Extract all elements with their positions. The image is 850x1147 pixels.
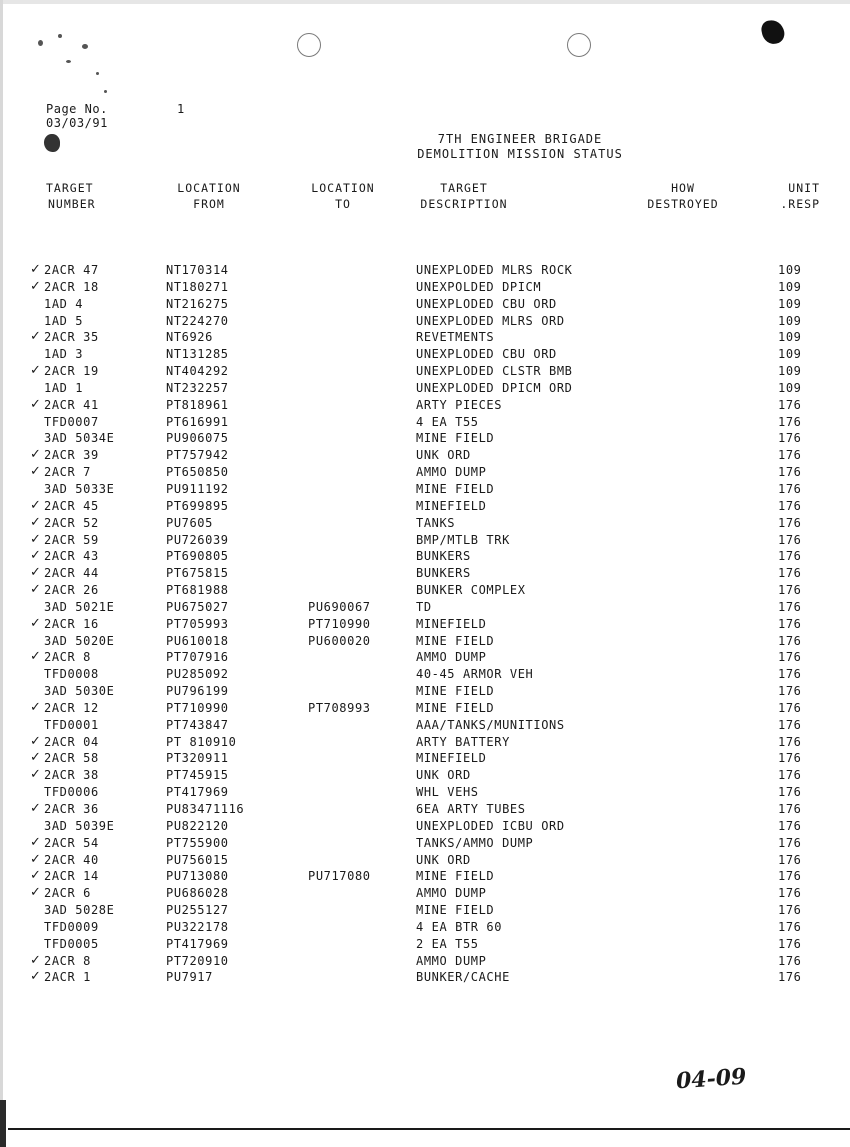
target-number: 2ACR 41 bbox=[44, 397, 99, 412]
target-number: 1AD 5 bbox=[44, 313, 84, 328]
target-description: MINE FIELD bbox=[416, 903, 495, 918]
unit-resp: 176 bbox=[778, 835, 802, 850]
location-from: NT170314 bbox=[166, 263, 229, 277]
unit-resp: 109 bbox=[778, 296, 802, 311]
target-number: 2ACR 44 bbox=[44, 566, 99, 581]
location-from: PT705993 bbox=[166, 616, 229, 631]
table-row bbox=[0, 868, 850, 885]
target-description: MINE FIELD bbox=[416, 481, 495, 496]
unit-resp: 176 bbox=[778, 785, 802, 800]
target-description: UNEXPLODED MLRS ORD bbox=[416, 313, 565, 328]
table-row bbox=[0, 666, 850, 683]
target-description: TANKS/AMMO DUMP bbox=[416, 835, 534, 850]
location-from: PU322178 bbox=[166, 919, 229, 934]
location-from: PT675815 bbox=[166, 566, 229, 581]
ink-blot-icon bbox=[760, 18, 787, 46]
target-number: TFD0008 bbox=[44, 667, 99, 682]
target-description: UNEXPLODED MLRS ROCK bbox=[416, 263, 573, 277]
location-from: NT232257 bbox=[166, 380, 229, 395]
unit-resp: 176 bbox=[778, 616, 802, 631]
target-number: 3AD 5030E bbox=[44, 684, 115, 699]
target-description: BMP/MTLB TRK bbox=[416, 532, 510, 547]
unit-resp: 176 bbox=[778, 953, 802, 968]
report-title: DEMOLITION MISSION STATUS bbox=[417, 147, 623, 161]
target-description: TANKS bbox=[416, 515, 456, 530]
target-description: BUNKERS bbox=[416, 549, 471, 564]
page-label: Page No. bbox=[46, 102, 108, 116]
checkmark-icon: ✓ bbox=[30, 952, 42, 968]
target-number: 2ACR 16 bbox=[44, 616, 99, 631]
location-from: NT216275 bbox=[166, 296, 229, 311]
checkmark-icon: ✓ bbox=[30, 699, 42, 715]
speckle bbox=[104, 90, 107, 93]
table-row bbox=[0, 835, 850, 852]
location-from: PT320911 bbox=[166, 751, 229, 766]
unit-resp: 176 bbox=[778, 650, 802, 665]
location-from: PU756015 bbox=[166, 852, 229, 867]
table-row bbox=[0, 548, 850, 565]
target-number: 2ACR 12 bbox=[44, 700, 99, 715]
target-description: MINEFIELD bbox=[416, 616, 487, 631]
target-number: 3AD 5028E bbox=[44, 903, 115, 918]
unit-resp: 176 bbox=[778, 566, 802, 581]
location-to: PT710990 bbox=[308, 616, 371, 631]
target-description: BUNKER/CACHE bbox=[416, 970, 510, 985]
target-number: 2ACR 36 bbox=[44, 802, 99, 816]
target-number: 2ACR 8 bbox=[44, 953, 91, 968]
target-description: AMMO DUMP bbox=[416, 953, 487, 968]
unit-resp: 176 bbox=[778, 852, 802, 867]
target-description: AMMO DUMP bbox=[416, 886, 487, 901]
col-header-unit-resp: UNIT .RESP bbox=[780, 181, 820, 211]
speckle bbox=[66, 60, 71, 63]
unit-resp: 176 bbox=[778, 549, 802, 564]
speckle bbox=[38, 40, 43, 46]
target-number: 2ACR 47 bbox=[44, 263, 99, 277]
checkmark-icon: ✓ bbox=[30, 548, 42, 564]
table-row bbox=[0, 481, 850, 498]
scan-edge-bottom-left bbox=[0, 1100, 6, 1147]
table-row bbox=[0, 818, 850, 835]
unit-resp: 109 bbox=[778, 364, 802, 379]
unit-resp: 176 bbox=[778, 919, 802, 934]
checkmark-icon: ✓ bbox=[30, 885, 42, 901]
target-description: BUNKERS bbox=[416, 566, 471, 581]
table-row bbox=[0, 633, 850, 650]
target-description: ARTY BATTERY bbox=[416, 734, 510, 749]
location-from: NT224270 bbox=[166, 313, 229, 328]
checkmark-icon: ✓ bbox=[30, 767, 42, 783]
scan-edge-top bbox=[0, 0, 850, 4]
checkmark-icon: ✓ bbox=[30, 363, 42, 379]
unit-resp: 176 bbox=[778, 465, 802, 480]
checkmark-icon: ✓ bbox=[30, 447, 42, 463]
unit-resp: 176 bbox=[778, 717, 802, 732]
target-description: REVETMENTS bbox=[416, 330, 495, 345]
location-from: NT180271 bbox=[166, 279, 229, 294]
target-description: 2 EA T55 bbox=[416, 936, 479, 951]
unit-resp: 109 bbox=[778, 313, 802, 328]
unit-resp: 109 bbox=[778, 380, 802, 395]
unit-resp: 176 bbox=[778, 936, 802, 951]
target-number: 2ACR 40 bbox=[44, 852, 99, 867]
location-from: PT650850 bbox=[166, 465, 229, 480]
target-number: 2ACR 45 bbox=[44, 498, 99, 513]
unit-resp: 176 bbox=[778, 583, 802, 598]
table-row bbox=[0, 852, 850, 869]
table-row bbox=[0, 464, 850, 481]
location-to: PU717080 bbox=[308, 869, 371, 884]
target-number: 2ACR 38 bbox=[44, 768, 99, 783]
target-description: MINEFIELD bbox=[416, 751, 487, 766]
location-from: PT 810910 bbox=[166, 734, 237, 749]
table-row bbox=[0, 936, 850, 953]
table-row bbox=[0, 599, 850, 616]
page-number: 1 bbox=[177, 102, 185, 116]
col-header-target-description: TARGET DESCRIPTION bbox=[420, 181, 508, 211]
checkmark-icon: ✓ bbox=[30, 497, 42, 513]
target-description: 4 EA BTR 60 bbox=[416, 919, 503, 934]
target-number: TFD0006 bbox=[44, 785, 99, 800]
target-number: 2ACR 14 bbox=[44, 869, 99, 884]
unit-resp: 176 bbox=[778, 886, 802, 901]
table-row bbox=[0, 953, 850, 970]
target-number: 3AD 5021E bbox=[44, 599, 115, 614]
location-from: PU686028 bbox=[166, 886, 229, 901]
location-from: PT616991 bbox=[166, 414, 229, 429]
target-description: UNEXPLODED CBU ORD bbox=[416, 296, 557, 311]
table-row bbox=[0, 902, 850, 919]
table-row bbox=[0, 532, 850, 549]
checkmark-icon: ✓ bbox=[30, 396, 42, 412]
target-description: UNEXPOLDED DPICM bbox=[416, 279, 542, 294]
table-row bbox=[0, 717, 850, 734]
table-row bbox=[0, 734, 850, 751]
location-from: PT743847 bbox=[166, 717, 229, 732]
target-number: 2ACR 1 bbox=[44, 970, 91, 985]
location-from: PU675027 bbox=[166, 599, 229, 614]
unit-resp: 176 bbox=[778, 599, 802, 614]
target-description: UNEXPLODED CLSTR BMB bbox=[416, 364, 573, 379]
table-row bbox=[0, 565, 850, 582]
location-from: PT757942 bbox=[166, 448, 229, 463]
org-title: 7TH ENGINEER BRIGADE bbox=[437, 132, 603, 146]
unit-resp: 176 bbox=[778, 734, 802, 749]
target-description: MINEFIELD bbox=[416, 498, 487, 513]
table-row bbox=[0, 515, 850, 532]
location-from: PT707916 bbox=[166, 650, 229, 665]
target-number: 2ACR 59 bbox=[44, 532, 99, 547]
checkmark-icon: ✓ bbox=[30, 464, 42, 480]
location-from: PT417969 bbox=[166, 936, 229, 951]
checkmark-icon: ✓ bbox=[30, 278, 42, 294]
table-row bbox=[0, 346, 850, 363]
target-number: 2ACR 26 bbox=[44, 583, 99, 598]
location-from: NT131285 bbox=[166, 347, 229, 362]
target-number: 2ACR 43 bbox=[44, 549, 99, 564]
unit-resp: 176 bbox=[778, 700, 802, 715]
target-description: MINE FIELD bbox=[416, 700, 495, 715]
target-number: 2ACR 8 bbox=[44, 650, 91, 665]
speckle bbox=[82, 44, 88, 49]
location-to: PT708993 bbox=[308, 700, 371, 715]
table-row bbox=[0, 296, 850, 313]
unit-resp: 176 bbox=[778, 498, 802, 513]
table-row bbox=[0, 919, 850, 936]
location-to: PU600020 bbox=[308, 633, 371, 648]
table-row bbox=[0, 784, 850, 801]
target-number: 2ACR 58 bbox=[44, 751, 99, 766]
checkmark-icon: ✓ bbox=[30, 531, 42, 547]
target-description: 6EA ARTY TUBES bbox=[416, 802, 526, 816]
table-row bbox=[0, 767, 850, 784]
table-row bbox=[0, 649, 850, 666]
checkmark-icon: ✓ bbox=[30, 329, 42, 345]
table-row bbox=[0, 430, 850, 447]
unit-resp: 176 bbox=[778, 515, 802, 530]
table-row bbox=[0, 397, 850, 414]
location-from: PT681988 bbox=[166, 583, 229, 598]
target-number: TFD0005 bbox=[44, 936, 99, 951]
target-description: MINE FIELD bbox=[416, 633, 495, 648]
col-header-how-destroyed: HOW DESTROYED bbox=[647, 181, 719, 211]
table-row bbox=[0, 447, 850, 464]
target-number: 2ACR 39 bbox=[44, 448, 99, 463]
target-description: ARTY PIECES bbox=[416, 397, 503, 412]
table-row bbox=[0, 279, 850, 296]
unit-resp: 176 bbox=[778, 802, 802, 816]
checkmark-icon: ✓ bbox=[30, 851, 42, 867]
table-row bbox=[0, 262, 850, 279]
target-description: AMMO DUMP bbox=[416, 650, 487, 665]
col-header-location-from: LOCATION FROM bbox=[177, 181, 241, 211]
target-description: UNEXPLODED DPICM ORD bbox=[416, 380, 573, 395]
table-row bbox=[0, 616, 850, 633]
checkmark-icon: ✓ bbox=[30, 514, 42, 530]
location-from: PU7917 bbox=[166, 970, 213, 985]
location-from: NT6926 bbox=[166, 330, 213, 345]
target-number: 2ACR 04 bbox=[44, 734, 99, 749]
location-from: PU796199 bbox=[166, 684, 229, 699]
unit-resp: 109 bbox=[778, 347, 802, 362]
location-from: PU911192 bbox=[166, 481, 229, 496]
location-from: PU285092 bbox=[166, 667, 229, 682]
table-row bbox=[0, 329, 850, 346]
checkmark-icon: ✓ bbox=[30, 969, 42, 985]
target-description: TD bbox=[416, 599, 432, 614]
target-number: 1AD 4 bbox=[44, 296, 84, 311]
table-row bbox=[0, 700, 850, 717]
unit-resp: 176 bbox=[778, 768, 802, 783]
location-from: PU7605 bbox=[166, 515, 213, 530]
target-number: 2ACR 54 bbox=[44, 835, 99, 850]
location-from: PU610018 bbox=[166, 633, 229, 648]
unit-resp: 176 bbox=[778, 633, 802, 648]
checkmark-icon: ✓ bbox=[30, 262, 42, 277]
location-from: PU713080 bbox=[166, 869, 229, 884]
target-number: 2ACR 6 bbox=[44, 886, 91, 901]
page-bottom-rule bbox=[8, 1128, 850, 1130]
target-description: UNEXPLODED CBU ORD bbox=[416, 347, 557, 362]
location-from: PT690805 bbox=[166, 549, 229, 564]
unit-resp: 176 bbox=[778, 818, 802, 833]
checkmark-icon: ✓ bbox=[30, 834, 42, 850]
unit-resp: 109 bbox=[778, 263, 802, 277]
location-from: PU255127 bbox=[166, 903, 229, 918]
location-from: PU906075 bbox=[166, 431, 229, 446]
checkmark-icon: ✓ bbox=[30, 615, 42, 631]
target-number: TFD0007 bbox=[44, 414, 99, 429]
target-number: 2ACR 52 bbox=[44, 515, 99, 530]
target-description: BUNKER COMPLEX bbox=[416, 583, 526, 598]
checkmark-icon: ✓ bbox=[30, 582, 42, 598]
target-description: 4 EA T55 bbox=[416, 414, 479, 429]
checkmark-icon: ✓ bbox=[30, 801, 42, 816]
table-row bbox=[0, 750, 850, 767]
target-description: UNK ORD bbox=[416, 768, 471, 783]
target-number: 3AD 5034E bbox=[44, 431, 115, 446]
target-number: 3AD 5033E bbox=[44, 481, 115, 496]
target-number: TFD0001 bbox=[44, 717, 99, 732]
table-row bbox=[0, 498, 850, 515]
table-row bbox=[0, 885, 850, 902]
report-date: 03/03/91 bbox=[46, 116, 108, 130]
target-number: 2ACR 7 bbox=[44, 465, 91, 480]
table-row bbox=[0, 313, 850, 330]
unit-resp: 176 bbox=[778, 448, 802, 463]
col-header-target-number: TARGET NUMBER bbox=[46, 181, 96, 211]
table-row bbox=[0, 414, 850, 431]
table-row bbox=[0, 363, 850, 380]
checkmark-icon: ✓ bbox=[30, 733, 42, 749]
target-description: MINE FIELD bbox=[416, 431, 495, 446]
table-row bbox=[0, 969, 850, 986]
unit-resp: 176 bbox=[778, 903, 802, 918]
target-description: UNEXPLODED ICBU ORD bbox=[416, 818, 565, 833]
unit-resp: 176 bbox=[778, 414, 802, 429]
table-row bbox=[0, 380, 850, 397]
table-row bbox=[0, 801, 850, 818]
location-from: PU83471116 bbox=[166, 802, 245, 816]
unit-resp: 176 bbox=[778, 667, 802, 682]
unit-resp: 176 bbox=[778, 869, 802, 884]
unit-resp: 109 bbox=[778, 279, 802, 294]
table-row bbox=[0, 683, 850, 700]
unit-resp: 176 bbox=[778, 970, 802, 985]
location-from: PT417969 bbox=[166, 785, 229, 800]
unit-resp: 176 bbox=[778, 481, 802, 496]
location-from: PT720910 bbox=[166, 953, 229, 968]
col-header-location-to: LOCATION TO bbox=[311, 181, 375, 211]
target-number: 3AD 5020E bbox=[44, 633, 115, 648]
target-description: 40-45 ARMOR VEH bbox=[416, 667, 534, 682]
location-from: PU726039 bbox=[166, 532, 229, 547]
location-from: PT699895 bbox=[166, 498, 229, 513]
target-number: 2ACR 18 bbox=[44, 279, 99, 294]
handwritten-note: 04-09 bbox=[675, 1063, 748, 1095]
target-number: 1AD 1 bbox=[44, 380, 84, 395]
target-number: 2ACR 35 bbox=[44, 330, 99, 345]
speckle bbox=[96, 72, 99, 75]
location-from: NT404292 bbox=[166, 364, 229, 379]
unit-resp: 176 bbox=[778, 684, 802, 699]
unit-resp: 109 bbox=[778, 330, 802, 345]
checkmark-icon: ✓ bbox=[30, 565, 42, 581]
location-from: PU822120 bbox=[166, 818, 229, 833]
checkmark-icon: ✓ bbox=[30, 868, 42, 884]
unit-resp: 176 bbox=[778, 751, 802, 766]
location-from: PT755900 bbox=[166, 835, 229, 850]
target-description: AAA/TANKS/MUNITIONS bbox=[416, 717, 565, 732]
mission-table bbox=[0, 262, 850, 986]
target-description: AMMO DUMP bbox=[416, 465, 487, 480]
punch-hole-icon bbox=[567, 33, 591, 57]
speckle bbox=[58, 34, 62, 38]
smudge-icon bbox=[44, 134, 60, 152]
target-number: 3AD 5039E bbox=[44, 818, 115, 833]
target-number: TFD0009 bbox=[44, 919, 99, 934]
checkmark-icon: ✓ bbox=[30, 649, 42, 665]
target-description: MINE FIELD bbox=[416, 684, 495, 699]
table-row bbox=[0, 582, 850, 599]
target-description: MINE FIELD bbox=[416, 869, 495, 884]
unit-resp: 176 bbox=[778, 431, 802, 446]
unit-resp: 176 bbox=[778, 532, 802, 547]
target-description: UNK ORD bbox=[416, 852, 471, 867]
target-number: 1AD 3 bbox=[44, 347, 84, 362]
unit-resp: 176 bbox=[778, 397, 802, 412]
location-from: PT745915 bbox=[166, 768, 229, 783]
target-description: WHL VEHS bbox=[416, 785, 479, 800]
punch-hole-icon bbox=[297, 33, 321, 57]
target-number: 2ACR 19 bbox=[44, 364, 99, 379]
checkmark-icon: ✓ bbox=[30, 750, 42, 766]
location-from: PT818961 bbox=[166, 397, 229, 412]
location-from: PT710990 bbox=[166, 700, 229, 715]
target-description: UNK ORD bbox=[416, 448, 471, 463]
location-to: PU690067 bbox=[308, 599, 371, 614]
